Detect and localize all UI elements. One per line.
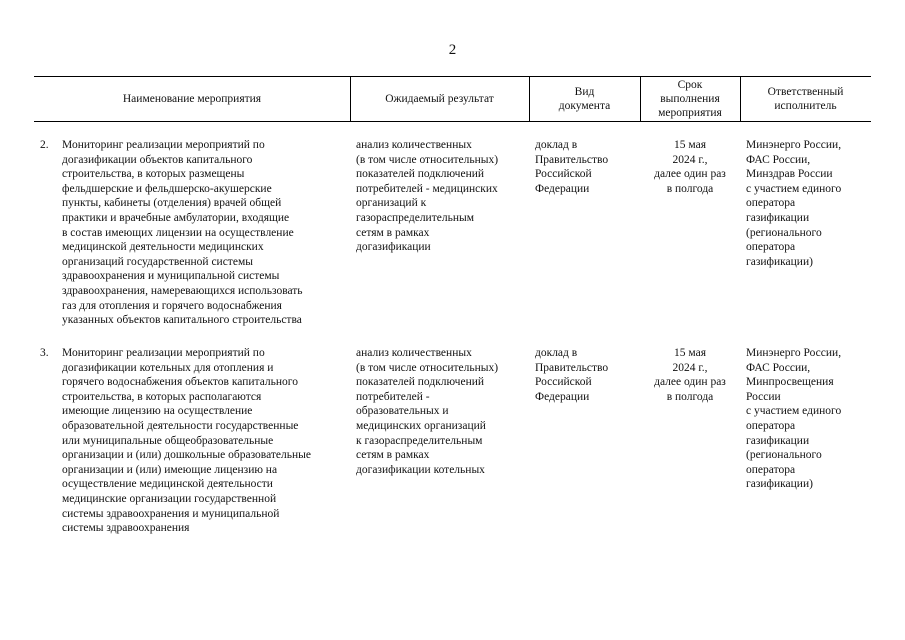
row-name: Мониторинг реализации мероприятий по догазификации котельных для отопления и горячего водоснабжения объектов капитального строительства, в которых располагаются имеющие лицензию на осуществление образовательной деятельности государственные или муниципальные общеобразовательные организации и (или) дошкольные образовательные организации и (или) имеющие лицензию на осуществление медицинской деятельности медицинские организации государственной системы здравоохранения и муниципальной системы здравоохранения — [62, 347, 311, 535]
row-doc-type: доклад в Правительство Российской Федерации — [535, 347, 609, 403]
row-number: 3. — [40, 347, 49, 359]
header-responsible: Ответственный исполнитель — [767, 85, 844, 112]
row-responsible: Минэнерго России, ФАС России, Минпросвещения России с участием единого оператора газификации (регионального оператора газификации) — [746, 347, 842, 491]
row-result: анализ количественных (в том числе относительных) показателей подключений потребителей - образовательных и медицинских организаций к газораспределительным сетям в рамках догазификации котельных — [356, 347, 499, 476]
row-number: 2. — [40, 139, 49, 151]
row-deadline: 15 мая 2024 г., далее один раз в полгода — [654, 139, 726, 195]
row-responsible: Минэнерго России, ФАС России, Минздрав России с участием единого оператора газификации (регионального оператора газификации) — [746, 139, 842, 268]
header-doc-type: Вид документа — [558, 85, 611, 112]
row-name: Мониторинг реализации мероприятий по догазификации объектов капитального строительства, в которых размещены фельдшерские и фельдшерско-акушерские пункты, кабинеты (отделения) врачей общей практики и врачебные амбулатории, входящие в состав имеющих лицензии на осуществление медицинской деятельности медицинских организаций государственной системы здравоохранения и муниципальной системы здравоохранения, намеревающихся использовать газ для отопления и горячего водоснабжения указанных объектов капитального строительства — [62, 139, 303, 327]
row-result: анализ количественных (в том числе относительных) показателей подключений потребителей - медицинских организаций к газораспределительным сетям в рамках догазификации — [356, 139, 499, 254]
header-bottom-border — [34, 121, 871, 122]
header-deadline: Срок выполнения мероприятия — [658, 78, 722, 119]
row-deadline: 15 мая 2024 г., далее один раз в полгода — [654, 347, 726, 403]
row-doc-type: доклад в Правительство Российской Федерации — [535, 139, 609, 195]
header-result: Ожидаемый результат — [385, 92, 494, 105]
header-name: Наименование мероприятия — [122, 92, 262, 105]
page-number: 2 — [448, 42, 457, 58]
